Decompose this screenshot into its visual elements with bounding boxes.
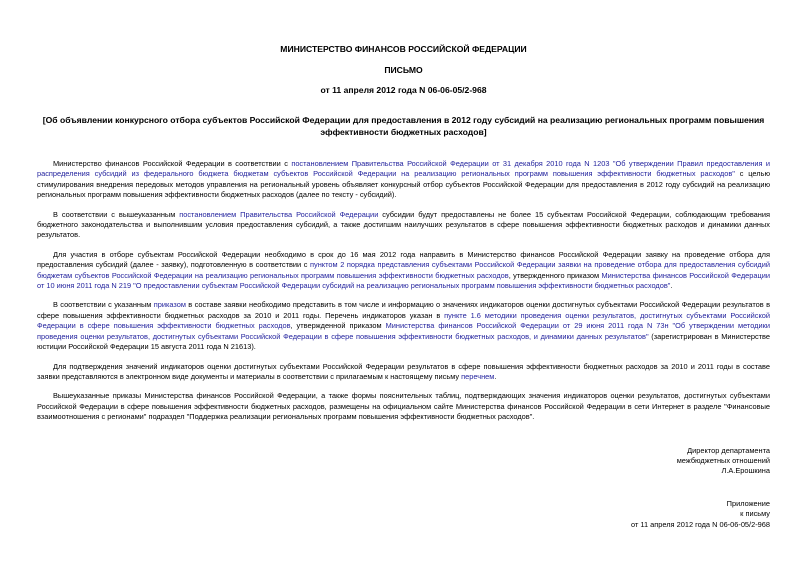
paragraph-3 xyxy=(37,250,770,292)
signature-position: Директор департамента xyxy=(687,445,770,455)
paragraph-text: . xyxy=(670,281,673,291)
paragraph-text: (зарегистрирован в Министерстве юстиции Российской Федерации 15 августа 2011 года N 21613). xyxy=(37,331,770,352)
paragraph-text: , утвержденной приказом xyxy=(290,321,386,331)
appendix-ref: от 11 апреля 2012 года N 06-06-05/2-968 xyxy=(631,519,770,529)
paragraph-text: В соответствии с вышеуказанным xyxy=(53,209,180,219)
link-government-resolution[interactable]: постановлением Правительства Российской Федерации xyxy=(179,209,379,219)
appendix-label: Приложение xyxy=(726,498,770,508)
paragraph-1 xyxy=(37,159,770,201)
paragraph-text: В соответствии с указанным xyxy=(53,300,154,310)
paragraph-text: , утвержденного приказом xyxy=(508,270,602,280)
link-order[interactable]: приказом xyxy=(153,300,186,310)
paragraph-text: с целью стимулирования внедрения передовых методов управления на региональный уровень объявляет конкурсный отбор субъектов Российской Федерации для предоставления в 2012 году субсидий на реализацию региональных программ повышения эффективности бюджетных расходов (далее по тексту - субсидий). xyxy=(37,169,770,200)
paragraph-text: . xyxy=(494,371,497,381)
document-title: [Об объявлении конкурсного отбора субъектов Российской Федерации для предоставления в 2012 году субсидий на реализацию региональных программ повышения эффективности бюджетных расходов] xyxy=(42,115,765,137)
paragraph-text: Для участия в отборе субъектам Российской Федерации необходимо в срок до 16 мая 2012 года направить в Министерство финансов Российской Федерации заявку на проведение отбора для предоставления субсидий (далее - заявку), подготовленную в соответствии с xyxy=(37,249,770,270)
paragraph-5 xyxy=(37,362,770,383)
paragraph-text: Вышеуказанные приказы Министерства финансов Российской Федерации, а также формы пояснительных таблиц, подтверждающих значения индикаторов оценки результатов, достигнутых субъектами Российской Федерации в сфере повышения эффективности бюджетных расходов, размещены на официальном сайте Министерства финансов Российской Федерации в сети Интернет в разделе "Финансовые взаимоотношения с регионами" подраздел "Поддержка реализации региональных программ повышения эффективности бюджетных расходов". xyxy=(37,391,770,422)
link-order-73n[interactable]: Министерства финансов Российской Федерации от 29 июня 2011 года N 73н "Об утверждении методики проведения оценки результатов, достигнутых субъектами Российской Федерации в сфере повышения эффективности бюджетных расходов, и динамики данных результатов" xyxy=(37,321,770,341)
ministry-heading: МИНИСТЕРСТВО ФИНАНСОВ РОССИЙСКОЙ ФЕДЕРАЦИИ xyxy=(280,44,527,54)
signature-name: Л.А.Ерошкина xyxy=(721,466,770,476)
signature-block xyxy=(37,446,770,477)
signature-department: межбюджетных отношений xyxy=(676,455,770,465)
link-list[interactable]: перечнем xyxy=(461,371,495,381)
appendix-to-letter: к письму xyxy=(740,509,770,519)
paragraph-4 xyxy=(37,300,770,352)
doc-type-heading: ПИСЬМО xyxy=(384,65,423,75)
link-resolution-1203[interactable]: постановлением Правительства Российской Федерации от 31 декабря 2010 года N 1203 "Об утверждении Правил предоставления и распределения субсидий из федерального бюджета бюджетам субъектов Российской Федерации на реализацию региональных программ повышения эффективности бюджетных расходов" xyxy=(37,159,770,179)
paragraph-6 xyxy=(37,391,770,422)
link-point-1-6-methodology[interactable]: пункте 1.6 методики проведения оценки результатов, достигнутых субъектами Российской Федерации в сфере повышения эффективности бюджетных расходов xyxy=(37,310,770,331)
appendix-block xyxy=(37,499,770,530)
paragraph-text: в составе заявки необходимо представить в том числе и информацию о значениях индикаторов оценки достигнутых субъектами Российской Федерации результатов в сфере повышения эффективности бюджетных расходов за 2010 и 2011 годы. Перечень индикаторов указан в xyxy=(37,300,770,320)
paragraph-text: Министерство финансов Российской Федерации в соответствии с xyxy=(53,159,292,168)
paragraph-text: субсидии будут предоставлены не более 15 субъектам Российской Федерации, соблюдающим требования бюджетного законодательства и выполнившим условия предоставления субсидий, а также достигшим наилучших результатов в сфере повышения эффективности бюджетных расходов и динамики данных результатов. xyxy=(37,209,770,240)
link-order-219[interactable]: Министерства финансов Российской Федерации от 10 июня 2011 года N 219 "О предоставлении субъектам Российской Федерации субсидий на реализацию региональных программ повышения эффективности бюджетных расходов" xyxy=(37,270,771,291)
paragraph-2 xyxy=(37,210,770,241)
paragraph-text: Для подтверждения значений индикаторов оценки достигнутых субъектами Российской Федерации результатов в сфере повышения эффективности бюджетных расходов за 2010 и 2011 годы в составе заявки представляются в электронном виде документы и материалы в соответствии с прилагаемым к настоящему письму xyxy=(37,361,770,381)
link-point-2-procedure[interactable]: пунктом 2 порядка представления субъектами Российской Федерации заявки на проведение отбора для предоставления субсидий бюджетам субъектов Российской Федерации на реализацию региональных программ повышения эффективности бюджетных расходов xyxy=(37,260,770,280)
date-number-heading: от 11 апреля 2012 года N 06-06-05/2-968 xyxy=(320,85,487,95)
